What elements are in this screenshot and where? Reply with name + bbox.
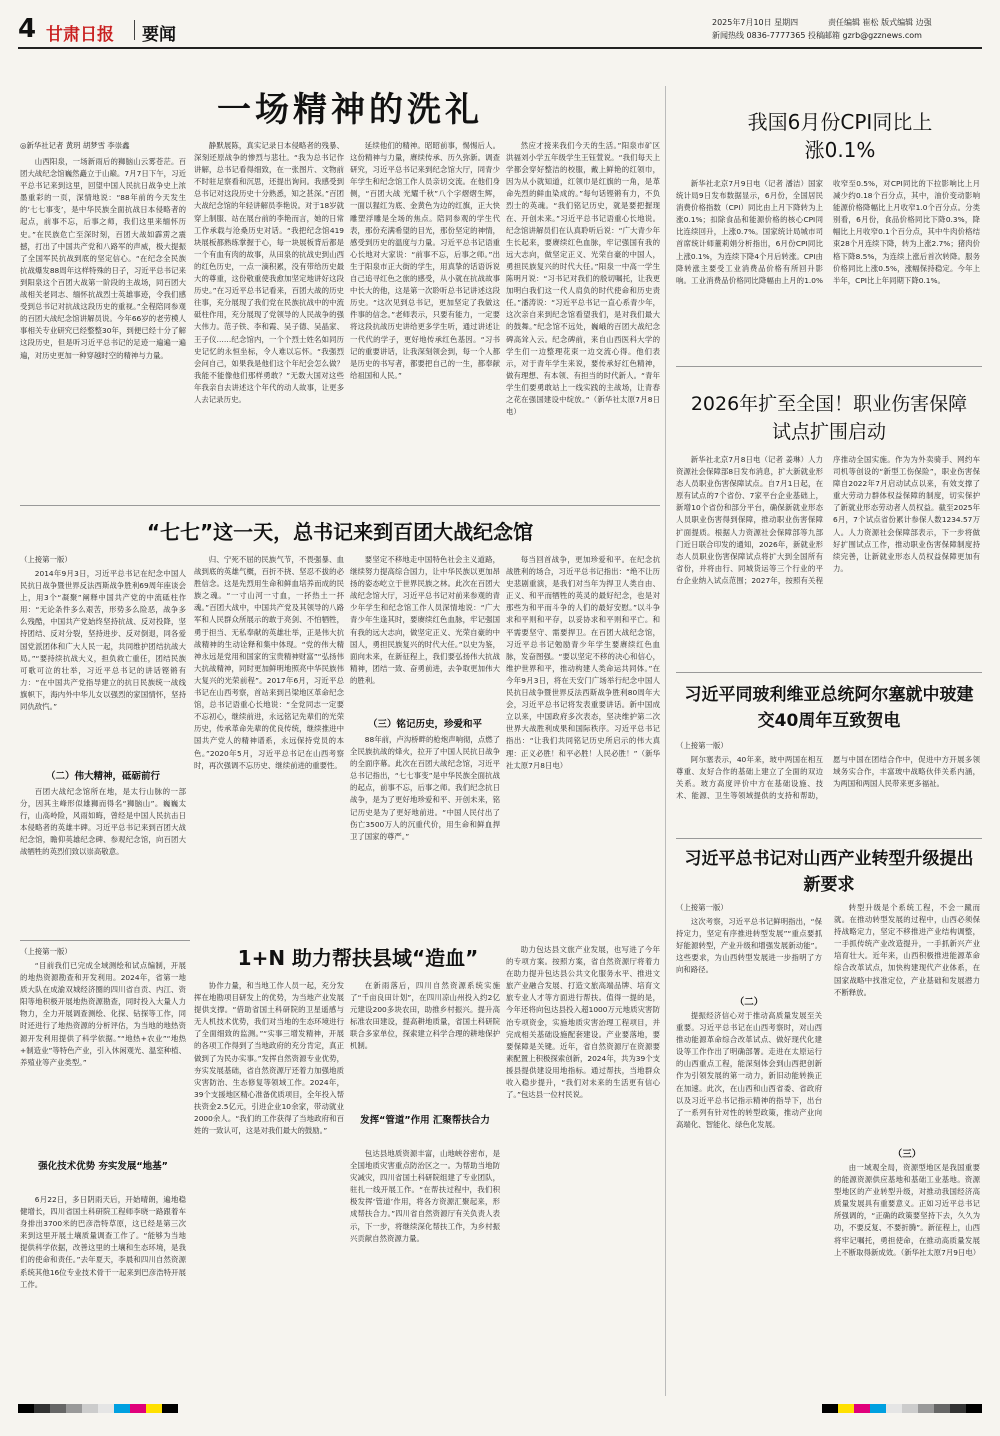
lead-note: （上接第一版） bbox=[676, 903, 728, 912]
paper-logo: 甘肃日报 bbox=[46, 25, 114, 45]
headline-injury-insurance: 2026年扩至全国！职业伤害保障试点扩围启动 bbox=[690, 393, 968, 443]
divider bbox=[676, 366, 982, 367]
header-rule bbox=[18, 47, 982, 49]
article-col bbox=[20, 568, 186, 764]
article-col bbox=[676, 454, 980, 664]
article-col bbox=[506, 944, 660, 1392]
headline-cpi: 我国6月份CPI同比上涨0.1% bbox=[747, 110, 933, 162]
lead-note: （上接第一版） bbox=[20, 555, 72, 564]
article-col bbox=[506, 140, 660, 498]
section-name: 要闻 bbox=[142, 25, 176, 45]
paragraph: 延续他们的精神。昭昭前事，惕惕后人。这份精神与力量，赓续传承、历久弥新。调查研究，习近平总书记来到纪念馆大厅，同青少年学生和纪念馆工作人员亲切交流。在他们身侧，“百团大战 光耀千秋”八个字熠熠生辉，一面以猩红为底、金黄色为边的红旗，正大快雕塑浮雕是全场的焦点。陪同参观的学生代表，那份充满希望的目光，那份坚定的神情，感受到历史的温度与力量。习近平总书记语重心长地对大家说：“前事不忘，后事之师。”出生于阳泉市正大街的学生，用真挚的话语诉说自己追寻红色之旅的感受，从小就在抗战故事中长大的他，这是第一次聆听总书记讲述这段历史。“这次见到总书记，更加坚定了我做这件事的信念。”老师表示，只要有能力，一定要将这段抗战历史讲给更多学生听，通过讲述让一代代的学子，更好地传承红色基因。“习书记的重要讲话，让我深刻领会到，每一个人都是历史的书写者，都要把自己的一生，都奉献给祖国和人民。” bbox=[350, 141, 500, 380]
paragraph: 山西阳泉，一场新雨后的狮脑山云雾苍茫。百团大战纪念馆巍然矗立于山巅。7月7日下午，习近平总书记来到这里，回望中国人民抗日战争史上浓墨重彩的一页，深情地说：“88年前的今天发生的‘七七事变’，是中华民族全面抗战日本侵略者的起点，前事不忘，后事之师，我们这里来缅怀历史。”在民族危亡至深时刻，百团大战如霹雳之震撼，打出了中国共产党和八路军的声威，极大提振了全国军民抗战到底的坚定信心。“在纪念全民族抗战爆发88周年这样特殊的日子，习近平总书记来到阳泉这个百团大战第一阶段的主战场，同百团大战相关老同志、缅怀抗战烈士英雄事迹，令我们感受到总书记对抗战这段历史的重视。”全程陪同参观的百团大战纪念馆讲解员说。今年66岁的老劳模人事相关专业研究已经整整30年，到便已经十分了解这段历史，但是听习近平总书记的足迹一遍遍一遍遍，对历史更加一种穿越时空的精神与力量。 bbox=[20, 157, 186, 360]
page-number: 4 bbox=[18, 14, 37, 44]
column-rule bbox=[665, 86, 666, 1396]
lead-note: （上接第一版） bbox=[20, 947, 72, 956]
masthead bbox=[18, 14, 982, 45]
headline-july7: “七七”这一天，总书记来到百团大战纪念馆 bbox=[146, 520, 534, 544]
paragraph: 协作力量，和当地工作人员一起，充分发挥在地勘项目研发上的优势，为当地产业发展提供支撑。“借助省国土科研院的卫星遥感与无人机技术优势，我们对当地的生态环境进行了全面细致的监测。”“实事三增发精神，开展的各项工作得到了当地政府的充分肯定，真正做到了为民办实事。”发挥自然资源专业优势，夯实发展基础，省自然资源厅还着力加强地质灾害防治、生态修复等领域工作。2024年，39个支援地区精心准备优质项目，全年投入帮扶资金2.5亿元，引进企业10余家，带动就业2000余人。“我们的工作获得了当地政府和百姓的一致认可，这是对我们最大的鼓励。” bbox=[194, 981, 344, 1136]
issue-date: 2025年7月10日 星期四 bbox=[712, 18, 799, 27]
article-col bbox=[194, 140, 344, 498]
paragraph: 由一域观全局，资源型地区是我国重要的能源资源供应基地和基础工业基地。资源型地区的产业转型升级，对推动我国经济高质量发展具有重要意义。正如习近平总书记所强调的，“正确的政策要坚持下去，久久为功，不要反复、不要折腾”。新征程上，山西将牢记嘱托，勇担使命，在推动高质量发展上不断取得新成效。（新华社太原7月9日电） bbox=[834, 1163, 980, 1257]
paragraph: 然应才接来我们今天的生活。”阳泉市矿区洪福刘小学五年级学生王钰萱说。“我们每天上学都会穿好整洁的校服，戴上鲜艳的红领巾，因为从小就知道，红领巾是红旗的一角，是革命先烈的鲜血染成的。”每句话铿锵有力，不负烈士的英魂。“我们铭记历史，就是要把握现在、开创未来。”习近平总书记语重心长地说。纪念馆讲解员们在认真聆听后说：“广大青少年生长起来，要赓续红色血脉，牢记强国有我的远大志向，做坚定正义、光荣自豪的中国人，勇担民族复兴的时代大任。”阳泉一中高一学生陈明月说：“习书记对我们的殷切嘱托，让我更加明白我们这一代人肩负的时代使命和历史责任。”潘涛说：“习近平总书记一直心系青少年，这次亲自来到纪念馆看望我们，是对我们最大的鼓舞。”纪念馆不远处，巍峨的百团大战纪念碑高耸入云。纪念碑前，来自山西医科大学的学生们一边整理花束一边交流心得。他们表示，对于青年学生来说，要传承好红色精神，做有理想、有本领、有担当的时代新人。“青年学生们要勇敢站上一线实践的主战场，让青春之花在强国建设中绽放。”（新华社太原7月8日电） bbox=[506, 141, 660, 417]
article-col bbox=[350, 554, 500, 712]
article-col bbox=[20, 156, 186, 498]
subhead: 发挥“管道”作用 汇聚帮扶合力 bbox=[360, 1115, 490, 1126]
article-col bbox=[20, 786, 186, 936]
article-col bbox=[20, 960, 186, 1156]
paragraph: 要坚定不移地走中国特色社会主义道路，继续努力提高综合国力，让中华民族以更加昂扬的姿态屹立于世界民族之林。此次在百团大战纪念馆大厅，习近平总书记对前来参观的青少年学生和纪念馆工作人员深情地说：“广大青少年生逢其时，要赓续红色血脉，牢记强国有我的远大志向，做坚定正义、光荣自豪的中国人，勇担民族复兴的时代大任。”以史为鉴，面向未来，在新征程上，我们要弘扬伟大抗战精神，团结一致、奋勇前进，去争取更加伟大的胜利。 bbox=[350, 555, 500, 685]
divider bbox=[676, 838, 982, 839]
subhead: （三）铭记历史，珍爱和平 bbox=[367, 719, 482, 730]
byline: ◎新华社记者 黄玥 胡梦雪 李崇鑫 bbox=[20, 141, 130, 150]
paragraph: 百团大战纪念馆所在地，是太行山脉的一部分，因其主峰形似雄狮而得名“狮脑山”。巍巍太行，山高岭险，风雨如晦，曾经是中国人民抗击日本侵略者的英雄丰碑。习近平总书记来到百团大战纪念馆，瞻仰英雄纪念碑、参观纪念馆，向百团大战牺牲的英烈们致以崇高敬意。 bbox=[20, 787, 186, 857]
paragraph: “目前我们已完成全域测绘和试点编制，开展的地热资源勘查和开发利用。2024年，省第一地质大队在成渝双城经济圈的四川省自贡、内江、资阳等地积极开展地热资源勘查，同时投入大量人力物力，全力开展调查测绘、化探、钻探等工作，同时还进行了地热资源的分析评估，为当地的地热资源开发利用提供了科学依据。”“地热+农业”“地热+制造业”等特色产业，引入休闲观光、温室种植、养殖业等产业类型。” bbox=[20, 961, 186, 1067]
paragraph: 在新雨落后，四川自然资源系统实施了“千亩良田计划”，在四川凉山州投入约2亿元建设200多块农田，助推乡村振兴。提升高标准农田建设，提高耕地质量，省国土科研院联合多家单位，探索建立科学合理的耕地保护机制。 bbox=[350, 981, 500, 1051]
article-col bbox=[194, 980, 344, 1392]
headline-spirit-baptism: 一场精神的洗礼 bbox=[217, 90, 483, 130]
article-col bbox=[194, 554, 344, 936]
article-col bbox=[676, 1010, 822, 1392]
lead-note: （上接第一版） bbox=[676, 741, 728, 750]
paragraph: 包达县地质资源丰富，山地峡谷密布，是全国地质灾害重点防治区之一。为帮助当地防灾减灾，四川省国土科研院组建了专业团队，驻扎一线开展工作。“在帮扶过程中，我们积极发挥‘管道’作用，将各方资源汇聚起来，形成帮扶合力。”四川省自然资源厅有关负责人表示，下一步，将继续深化帮扶工作，为乡村振兴贡献自然资源力量。 bbox=[350, 1149, 500, 1243]
article-col bbox=[676, 916, 822, 990]
subhead: （二）伟大精神，砥砺前行 bbox=[45, 771, 160, 782]
paragraph: 阿尔塞表示，40年来，玻中两国在相互尊重、友好合作的基础上建立了全面的双边关系。玻方高度评价中方在基础设施、技术、能源、卫生等领域提供的支持和帮助，愿与中国在团结合作中，促进中方开展多领域务实合作，丰富玻中战略伙伴关系内涵，为两国和两国人民带来更多福祉。 bbox=[676, 755, 980, 801]
paragraph: 每当回首战争，更加珍爱和平。在纪念抗战胜利的场合，习近平总书记指出：“绝不让历史悲剧重演，是我们对当年为捍卫人类自由、正义、和平而牺牲的英灵的最好纪念，也是对那些为和平而斗争的人们的最好安慰。”以斗争求和平则和平存，以妥协求和平则和平亡。和平需要坚守、需要捍卫。在百团大战纪念馆，习近平总书记勉励青少年学生要赓续红色血脉，发奋图强。“要以坚定不移的决心和信心，维护世界和平，推动构建人类命运共同体。”在今年9月3日，将在天安门广场举行纪念中国人民抗日战争暨世界反法西斯战争胜利80周年大会，习近平总书记将发表重要讲话。新中国成立以来，中国政府多次表态，坚决维护第二次世界大战胜利成果和国际秩序。习近平总书记指出：“让我们共同铭记历史所启示的伟大真理：正义必胜！和平必胜！人民必胜！”（新华社太原7月8日电） bbox=[506, 555, 660, 770]
paragraph: 助力包达县文旅产业发展，也写进了今年的专项方案。按照方案，省自然资源厅将着力在助力提升包达县公共文化服务水平、推进文旅产业融合发展、打造文旅高端品牌、培育文旅专业人才等方面进行帮扶。值得一提的是，今年还将向包达县投入超1000万元地质灾害防治专项资金，实施地质灾害治理工程项目，并完成相关基础设施配套建设。产业要落地，要要保障是关键。近年，省自然资源厅在资源要素配置上积极探索创新，2024年，共为39个支援县提供建设用地指标。通过帮扶，当地群众收入稳步提升，“我们对未来的生活更有信心了。”包达县一位村民说。 bbox=[506, 945, 660, 1100]
color-register-bar bbox=[822, 1404, 982, 1413]
divider bbox=[676, 672, 982, 673]
article-col bbox=[350, 1148, 500, 1392]
paragraph: 新华社北京7月8日电（记者 姜琳）人力资源社会保障部8日发布消息，扩大新就业形态人员职业伤害保障试点。自7月1日起，在原有试点的7个省份、7家平台企业基础上，新增10个省份和部分平台，确保新就业形态人员职业伤害得到保障，推动职业伤害保障扩面提质。根据人力资源社会保障部等九部门近日联合印发的通知，2026年，新就业形态人员职业伤害保障试点将扩大到全国所有省份，并将由行、同城货运等三个行业的平台企业纳入试点范围；2027年，按照有关程序推动全国实施。作为为外卖骑手、网约车司机等创设的“新型工伤保险”，职业伤害保障自2022年7月启动试点以来，有效支撑了重大劳动力群体权益保障的制度，切实保护了新就业形态劳动者人员权益。截至2025年6月，7个试点省份累计参保人数1234.57万人。人力资源社会保障部表示，下一步将做好扩围试点工作，推动职业伤害保障制度持续完善，让新就业形态人员权益保障更加有力。 bbox=[676, 455, 980, 585]
article-col bbox=[350, 734, 500, 936]
article-col bbox=[506, 554, 660, 936]
paragraph: 新华社北京7月9日电（记者 潘洁）国家统计局9日发布数据显示，6月份，全国居民消费价格指数（CPI）同比由上月下降转为上涨0.1%；扣除食品和能源价格的核心CPI同比连续回升，上涨0.7%。国家统计局城市司首席统计师董莉娟分析指出，6月份CPI同比上涨0.1%，为连续下降4个月后转涨。CPI由降转涨主要受工业消费品价格有所回升影响。工业消费品价格同比降幅由上月的1.0%收窄至0.5%，对CPI同比的下拉影响比上月减少约0.18个百分点，其中，油价变动影响能源价格降幅比上月收窄1.0个百分点。分类别看，6月份，食品价格同比下降0.3%，降幅比上月收窄0.1个百分点，其中牛肉价格结束28个月连续下降，转为上涨2.7%；猪肉价格下降8.5%，为连续上涨后首次转降。服务价格同比上涨0.5%，涨幅保持稳定。今年上半年，CPI比上年同期下降0.1%。 bbox=[676, 179, 980, 285]
editors: 责任编辑 崔松 版式编辑 边强 bbox=[828, 18, 932, 27]
subhead: （三） bbox=[892, 1149, 922, 1160]
article-col bbox=[834, 902, 980, 1142]
paragraph: 2014年9月3日，习近平总书记在纪念中国人民抗日战争暨世界反法西斯战争胜利69周年座谈会上，用3个“凝聚”阐释中国共产党的中流砥柱作用：“无论条件多么艰苦，形势多么险恶，战争多么残酷，中国共产党始终坚持抗战、反对投降，坚持团结、反对分裂，坚持进步、反对倒退，同各爱国党派团体和广大人民一起，共同维护团结抗战大局。”“要持续抗战大义，担负救亡重任，团结民族可歌可泣的壮举，习近平总书记的讲话铿锵有力：“在中国共产党指导建立的抗日民族统一战线旗帜下，海内外中华儿女以强烈的家国情怀，坚持同仇敌忾。” bbox=[20, 569, 186, 712]
header-divider bbox=[134, 20, 135, 40]
headline-shanxi: 习近平总书记对山西产业转型升级提出新要求 bbox=[684, 849, 974, 895]
paragraph: 88年前，卢沟桥畔的枪炮声响彻，点燃了全民族抗战的烽火，拉开了中国人民抗日战争的全面序幕。此次在百团大战纪念馆，习近平总书记指出，“七七事变”是中华民族全面抗战的起点，前事不忘，后事之师。我们纪念抗日战争，是为了更好地珍爱和平、开创未来，铭记历史是为了更好地前进。“中国人民付出了伤亡3500万人的沉重代价，用生命和鲜血捍卫了国家的尊严。” bbox=[350, 735, 500, 841]
article-col bbox=[676, 754, 980, 832]
paragraph: 归、宁死不屈的民族气节，不畏强暴、血战到底的英雄气概，百折不挠、坚忍不拔的必胜信念。这是先烈用生命和鲜血培养而成的民族之魂。“一寸山河一寸血，一抔热土一抔魂。”百团大战中，中国共产党及其领导的八路军和人民群众所展示的敢于亮剑、不怕牺牲，勇于担当、无私奉献的英雄壮举，正是伟大抗战精神的生动诠释和集中体现。“党的伟大精神永远是党用和国家的宝贵精神财富”“弘扬伟大抗战精神，同时更加鲜明地照亮中华民族伟大复兴的光荣前程”。2017年6月，习近平总书记在山西考察，首站来到吕梁地区革命纪念馆，总书记语重心长地说：“全党同志一定要不忘初心，继续前进，永远铭记先辈们的光荣历史，传承革命先辈的优良传统，继续推进中国共产党人的精神谱系，永远保持党员的本色。”2020年5月，习近平总书记在山西考察时，再次强调不忘历史、继续前进的重要性。 bbox=[194, 555, 344, 770]
headline-county-help: 1+N 助力帮扶县域“造血” bbox=[237, 946, 479, 970]
headline-bolivia: 习近平同玻利维亚总统阿尔塞就中玻建交40周年互致贺电 bbox=[684, 685, 974, 731]
paragraph: 提振经济信心对于推动高质量发展至关重要。习近平总书记在山西考察时，对山西推动能源革命综合改革试点、做好现代化建设等工作作出了明确部署。走进在太原运行的山西重点工程，能深刻体会到山西把创新作为引领发展的第一动力，新旧动能转换正在加速。此次，在山西和山西省委、省政府以及习近平总书记指示精神的指导下，出台了一系列有针对性的转型政策，推动产业向高端化、智能化、绿色化发展。 bbox=[676, 1011, 822, 1129]
article-col bbox=[834, 1162, 980, 1392]
article-col bbox=[20, 1194, 186, 1392]
paragraph: 这次考察，习近平总书记鲜明指出，“保持定力，坚定有序推进转型发展”“重点要抓好能源转型，产业升级和增强发展新动能”。这些要求，为山西转型发展进一步指明了方向和路径。 bbox=[676, 917, 822, 975]
divider bbox=[20, 940, 190, 941]
subhead: （二） bbox=[734, 997, 764, 1008]
subhead: 强化技术优势 夯实发展“地基” bbox=[38, 1161, 168, 1172]
paragraph: 6月22日，多日阴雨天后，开始晴朗，遍地稳健增长，四川省国土科研院工程师李晓一路跟着车身排出3700米的巴彦浩特草原，这已经是第三次来到这里开展土壤质量调查工作了。“能够为当地提供科学依据，改善这里的土壤和生态环境，是我们的使命和责任。”去年夏天，李晨和四川自然资源系统其他16位专业技术骨干一起来到巴彦浩特开展工作。 bbox=[20, 1195, 186, 1289]
hotline: 新闻热线 0836-7777365 投稿邮箱 gzrb@gzznews.com bbox=[712, 31, 922, 40]
article-col bbox=[350, 980, 500, 1108]
article-col bbox=[676, 178, 980, 354]
article-col bbox=[350, 140, 500, 498]
paragraph: 转型升级是个系统工程，不会一蹴而就。在推动转型发展的过程中，山西必须保持战略定力，坚定不移推进产业结构调整，一手抓传统产业改造提升，一手抓新兴产业培育壮大。近年来，山西积极推进能源革命综合改革试点，加快构建现代产业体系，在国家战略中找准定位，产业基础和发展潜力不断释放。 bbox=[834, 903, 980, 997]
divider bbox=[20, 505, 660, 506]
color-register-bar bbox=[18, 1404, 178, 1413]
paragraph: 静默展陈，真实记录日本侵略者的残暴、深刻还原战争的惨烈与悲壮。“我为总书记作讲解，总书记看得细致，在一张图片、文物前不时驻足察看和沉思，还提出询问。我感受到总书记对这段历史十分熟悉，知之甚深。”百团大战纪念馆的年轻讲解员李艳说。对于18岁就穿上制服、站在展台前的李艳而言，她的日常工作承载与沧桑历史对话。“我把纪念馆419块展板都熟练掌握于心，每一块展板背后都是一个有血有肉的故事，从田泉的抗战史到山西的红色历史，一点一滴积累，没有带给历史最大的尊重，这份敬重使我愈加坚定地讲好这段历史。”在习近平总书记看来，百团大战的历史往事，充分展现了我们党在民族抗战中的中流砥柱作用，充分展现了党领导的人民战争的强大伟力。范子铁、李和霞、吴子德、吴晶家、王子仪……纪念馆内，一个个烈士姓名如同历史记忆的永恒坐标，令人难以忘怀。“我强烈会问自己，如果我是他们这个年纪会怎么做？我能不能像他们那样勇敢？”无数大国对这些年我亲自去讲述这个年代的动人故事，让更多人去记录历史。 bbox=[194, 141, 344, 404]
